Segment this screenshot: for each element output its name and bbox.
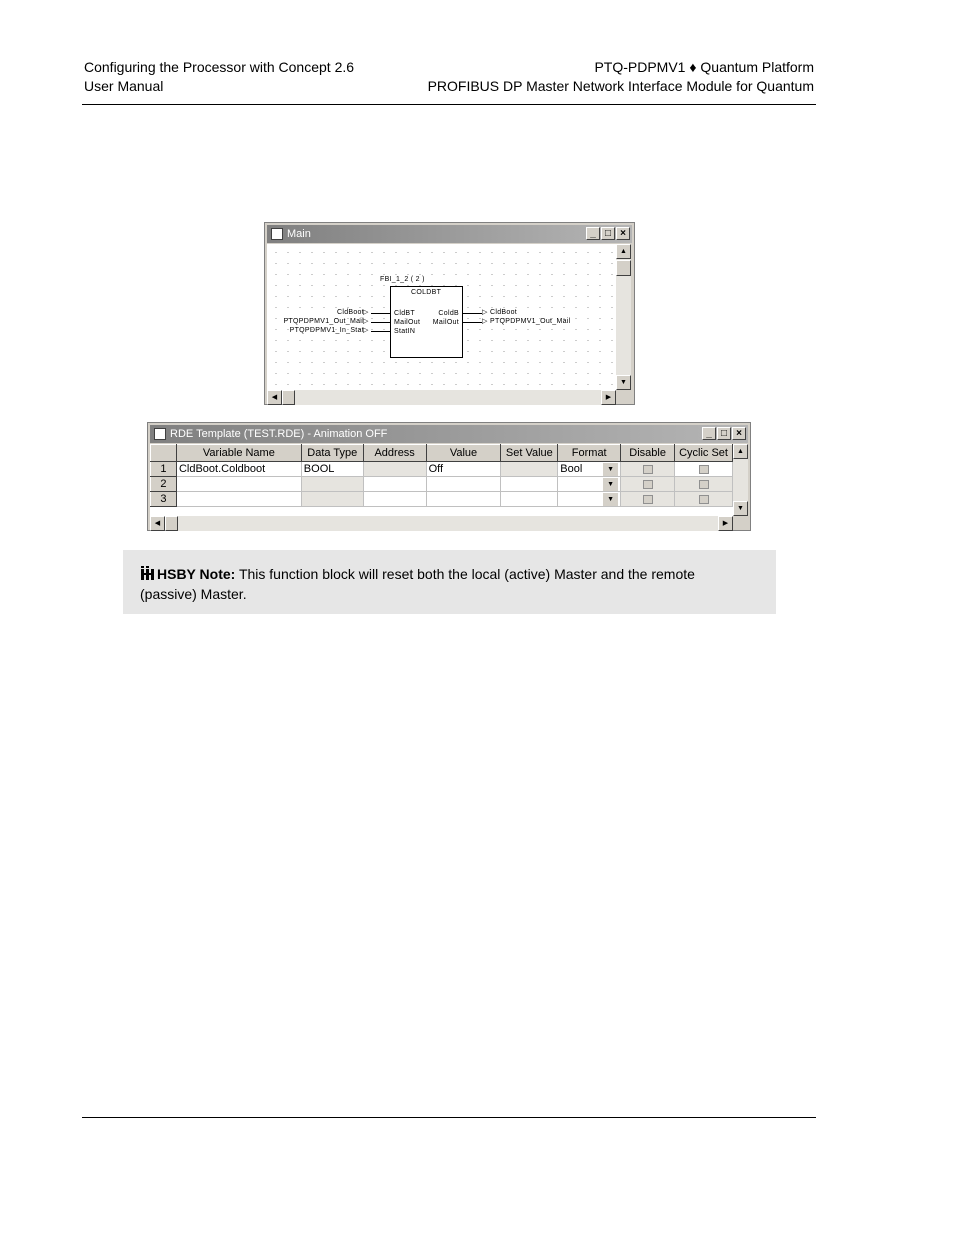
data-type-cell[interactable] (301, 492, 363, 507)
header-rule (82, 104, 816, 105)
disable-cell[interactable] (621, 462, 675, 477)
maximize-icon[interactable]: □ (601, 227, 615, 240)
cyclic-set-cell[interactable] (675, 492, 733, 507)
input-pin-mailout: MailOut (394, 319, 421, 326)
minimize-icon[interactable]: _ (586, 227, 600, 240)
document-subtitle: User Manual (84, 78, 164, 94)
output-pin-coldb: ColdB (438, 310, 459, 317)
vertical-scroll-thumb[interactable] (616, 260, 631, 276)
input-pin-cldbt: CldBT (394, 310, 415, 317)
row-number: 3 (151, 492, 177, 507)
input-wire (371, 322, 390, 323)
column-header-value[interactable]: Value (426, 445, 501, 462)
scroll-left-icon[interactable]: ◀ (150, 516, 165, 531)
fbd-canvas[interactable] (267, 244, 616, 390)
rde-template-window[interactable] (147, 422, 751, 531)
main-window[interactable] (264, 222, 635, 405)
product-description: PROFIBUS DP Master Network Interface Module for Quantum (427, 78, 814, 94)
input-variable-cldboot[interactable]: CldBoot (336, 309, 364, 316)
data-type-cell[interactable]: BOOL (301, 462, 363, 477)
input-connector-icon: ▷ (363, 318, 369, 325)
address-cell (363, 477, 426, 492)
hsby-note (123, 550, 776, 614)
fbd-window-icon (271, 228, 283, 240)
value-cell (426, 492, 501, 507)
rde-table (150, 444, 733, 507)
scroll-up-icon[interactable]: ▲ (616, 244, 631, 259)
horizontal-scroll-thumb[interactable] (282, 390, 295, 405)
disable-cell[interactable] (621, 492, 675, 507)
disable-checkbox[interactable] (643, 480, 653, 489)
main-window-title: Main (287, 228, 311, 240)
output-variable-out-mail[interactable]: PTQPDPMV1_Out_Mail (490, 318, 571, 325)
format-cell[interactable] (558, 477, 621, 492)
variable-name-cell[interactable]: CldBoot.Coldboot (176, 462, 301, 477)
output-pin-mailout: MailOut (432, 319, 459, 326)
format-cell[interactable] (558, 492, 621, 507)
cyclic-set-cell[interactable] (675, 477, 733, 492)
page-header-right (428, 58, 814, 96)
row-number: 1 (151, 462, 177, 477)
table-row[interactable] (151, 462, 733, 477)
rde-window-title: RDE Template (TEST.RDE) - Animation OFF (170, 428, 388, 440)
page-header-left (84, 58, 354, 96)
hsby-note-text (140, 564, 740, 604)
cyclic-set-checkbox[interactable] (699, 495, 709, 504)
input-connector-icon: ▷ (363, 309, 369, 316)
variable-name-cell[interactable] (176, 492, 301, 507)
output-connector-icon: ▷ (482, 318, 488, 325)
scroll-down-icon[interactable]: ▼ (733, 501, 748, 516)
footer-rule (82, 1117, 816, 1118)
output-variable-cldboot[interactable]: CldBoot (490, 309, 518, 316)
column-header-variable-name[interactable]: Variable Name (176, 445, 301, 462)
output-connector-icon: ▷ (482, 309, 488, 316)
format-value: Bool (560, 462, 583, 475)
row-number: 2 (151, 477, 177, 492)
minimize-icon[interactable]: _ (702, 427, 716, 440)
table-row[interactable] (151, 492, 733, 507)
chevron-down-icon[interactable]: ▼ (602, 493, 618, 506)
close-icon[interactable]: × (616, 227, 630, 240)
set-value-cell[interactable] (501, 462, 558, 477)
column-header-cyclic-set[interactable]: Cyclic Set (675, 445, 733, 462)
input-connector-icon: ▷ (363, 327, 369, 334)
close-icon[interactable]: × (732, 427, 746, 440)
rde-window-titlebar[interactable] (150, 425, 748, 443)
set-value-cell[interactable] (501, 492, 558, 507)
input-variable-in-stat[interactable]: PTQPDPMV1_In_Stat (289, 327, 364, 334)
column-header-format[interactable]: Format (558, 445, 621, 462)
output-wire (463, 313, 482, 314)
scroll-up-icon[interactable]: ▲ (733, 444, 748, 459)
cyclic-set-checkbox[interactable] (699, 480, 709, 489)
coldbt-function-block[interactable] (390, 286, 463, 358)
input-variable-out-mail[interactable]: PTQPDPMV1_Out_Mail (283, 318, 364, 325)
hsby-note-label: HSBY Note: (157, 566, 236, 582)
chevron-down-icon[interactable]: ▼ (602, 478, 618, 491)
column-header-set-value[interactable]: Set Value (501, 445, 558, 462)
scroll-right-icon[interactable]: ▶ (601, 390, 616, 405)
product-name: PTQ-PDPMV1 ♦ Quantum Platform (594, 59, 814, 75)
maximize-icon[interactable]: □ (717, 427, 731, 440)
value-cell (426, 477, 501, 492)
scroll-left-icon[interactable]: ◀ (267, 390, 282, 405)
disable-checkbox[interactable] (643, 495, 653, 504)
cyclic-set-checkbox[interactable] (699, 465, 709, 474)
document-title: Configuring the Processor with Concept 2.6 (84, 59, 355, 75)
scroll-down-icon[interactable]: ▼ (616, 375, 631, 390)
format-cell[interactable] (558, 462, 621, 477)
column-header-disable[interactable]: Disable (621, 445, 675, 462)
rde-header-row (151, 445, 733, 462)
block-type-label: COLDBT (411, 289, 442, 296)
column-header-data-type[interactable]: Data Type (301, 445, 363, 462)
horizontal-scroll-thumb[interactable] (165, 516, 178, 531)
data-type-cell[interactable] (301, 477, 363, 492)
rde-window-icon (154, 428, 166, 440)
vertical-scrollbar[interactable] (616, 244, 631, 390)
horizontal-scrollbar[interactable] (267, 390, 616, 405)
chevron-down-icon[interactable]: ▼ (602, 463, 618, 476)
value-cell: Off (426, 462, 501, 477)
output-wire (463, 322, 482, 323)
set-value-cell[interactable] (501, 477, 558, 492)
scroll-right-icon[interactable]: ▶ (718, 516, 733, 531)
rde-vertical-scrollbar[interactable] (733, 444, 748, 516)
input-pin-statin: StatIN (394, 328, 416, 335)
variable-name-cell[interactable] (176, 477, 301, 492)
address-cell (363, 492, 426, 507)
disable-checkbox[interactable] (643, 465, 653, 474)
rde-grid[interactable] (150, 444, 733, 516)
cyclic-set-cell[interactable] (675, 462, 733, 477)
hsby-icon (140, 566, 156, 580)
disable-cell[interactable] (621, 477, 675, 492)
input-wire (371, 313, 390, 314)
address-cell (363, 462, 426, 477)
table-row[interactable] (151, 477, 733, 492)
column-header-rownum (151, 445, 177, 462)
hsby-note-body: This function block will reset both the local (active) Master and the remote (passive) Master. (140, 566, 695, 602)
column-header-address[interactable]: Address (363, 445, 426, 462)
main-window-titlebar[interactable] (267, 225, 632, 243)
block-instance-label: FBI_1_2 ( 2 ) (380, 276, 425, 283)
input-wire (371, 331, 390, 332)
rde-horizontal-scrollbar[interactable] (150, 516, 733, 531)
